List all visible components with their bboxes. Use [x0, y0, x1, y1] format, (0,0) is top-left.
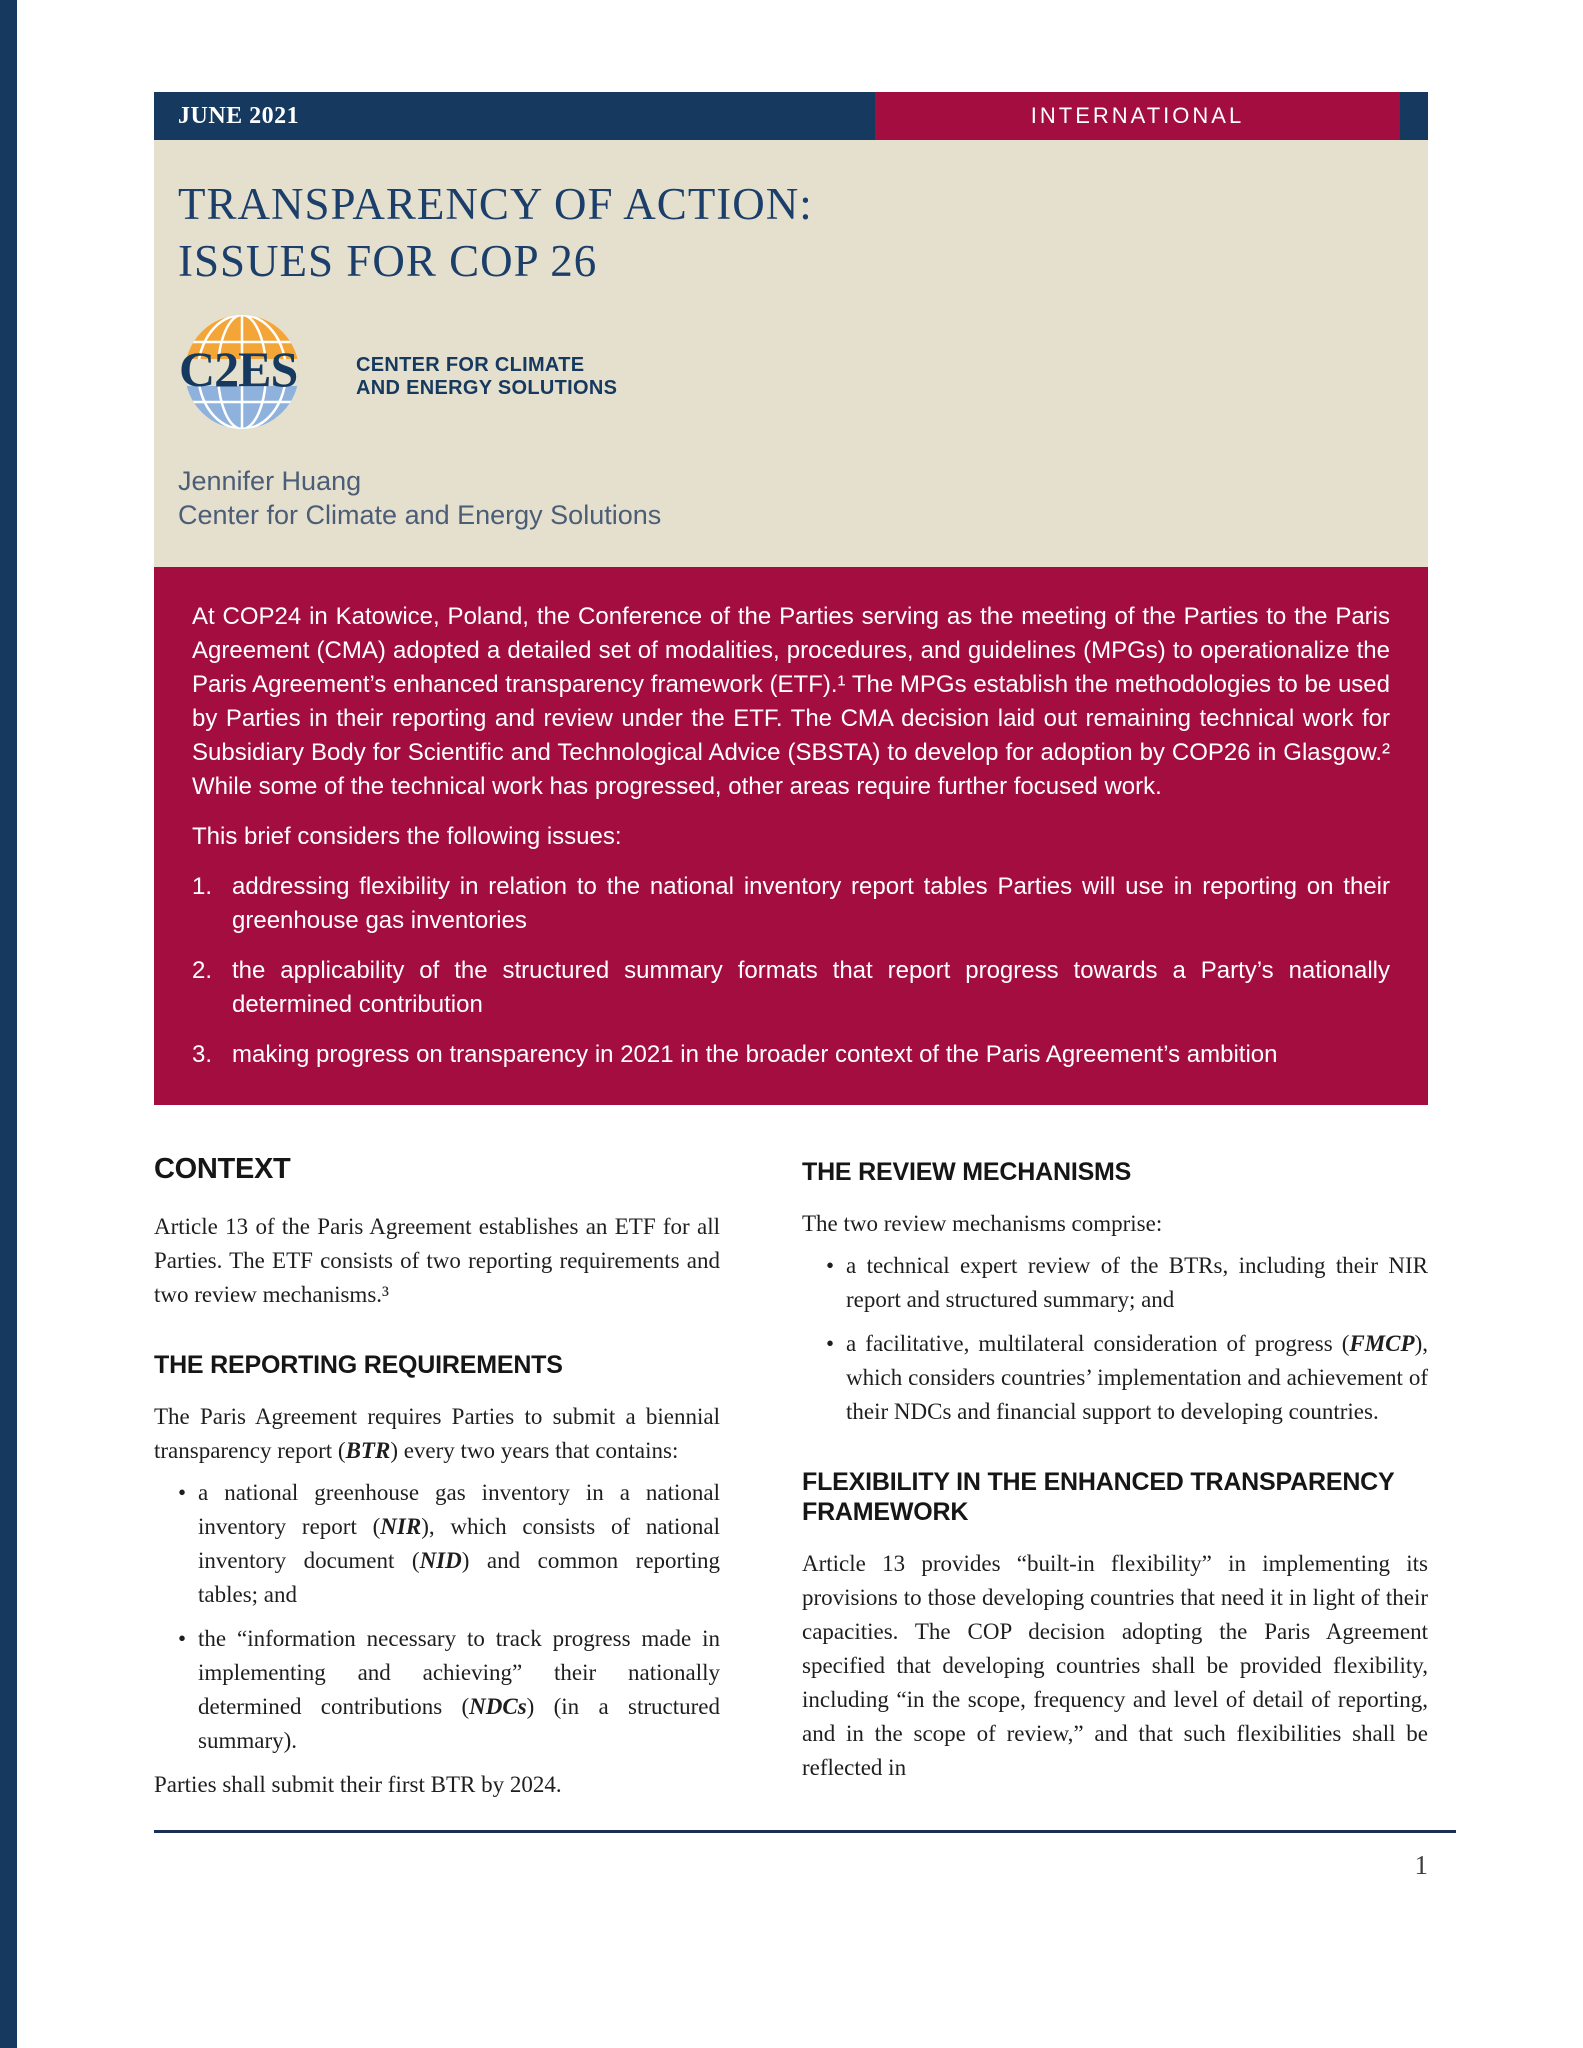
issue-date: JUNE 2021 — [154, 92, 875, 140]
issues-list-item — [192, 870, 1390, 938]
review-mechanisms-heading: THE REVIEW MECHANISMS — [802, 1158, 1132, 1186]
item-number: 2. — [192, 957, 213, 984]
abstract-lead-in: This brief considers the following issues: — [192, 823, 622, 850]
term-nid: NID — [419, 1548, 462, 1573]
text-run: a facilitative, multilateral consideration of progress ( — [846, 1331, 1350, 1356]
text-run: ) (in a structured summary). — [198, 1694, 720, 1753]
org-name-line1: CENTER FOR CLIMATE — [356, 354, 585, 376]
bullet-item — [154, 1476, 720, 1612]
item-text: making progress on transparency in 2021 in the broader context of the Paris Agreement’s ambition — [232, 1041, 1278, 1068]
page-title-line2: ISSUES FOR COP 26 — [178, 236, 598, 286]
reporting-bullet-list — [154, 1476, 720, 1758]
abstract-paragraph: At COP24 in Katowice, Poland, the Conference of the Parties serving as the meeting of the Parties to the Paris Agreement (CMA) adopted a detailed set of modalities, procedures, and guidelines (MPGs) to operationalize the Paris Agreement’s enhanced transparency framework (ETF).¹ The MPGs establish the methodologies to be used by Parties in their reporting and review under the ETF. The CMA decision laid out remaining technical work for Subsidiary Body for Scientific and Technological Advice (SBSTA) to develop for adoption by COP26 in Glasgow.² While some of the technical work has progressed, other areas require further focused work. — [192, 603, 1390, 800]
body-columns — [154, 1152, 1428, 1802]
issues-list-item — [192, 954, 1390, 1022]
term-fmcp: FMCP — [1349, 1331, 1415, 1356]
top-banner — [154, 92, 1428, 140]
text-run: The Paris Agreement requires Parties to submit a biennial transparency report ( — [154, 1404, 720, 1463]
author-block — [178, 464, 1398, 532]
review-bullet-list — [802, 1249, 1428, 1429]
right-column — [802, 1152, 1428, 1802]
reporting-intro — [154, 1400, 720, 1468]
flexibility-paragraph: Article 13 provides “built-in flexibility” in implementing its provisions to those developing countries that need it in light of their capacities. The COP decision adopting the Paris Agreement specified that developing countries shall be provided flexibility, including “in the scope, frequency and level of detail of reporting, and in the scope of review,” and that such flexibilities shall be reflected in — [802, 1551, 1428, 1780]
item-text: addressing flexibility in relation to the national inventory report tables Parties will use in reporting on their greenhouse gas inventories — [232, 873, 1390, 934]
context-paragraph: Article 13 of the Paris Agreement establishes an ETF for all Parties. The ETF consists of two reporting requirements and two review mechanisms.³ — [154, 1214, 720, 1307]
author-organization: Center for Climate and Energy Solutions — [178, 500, 662, 530]
author-name: Jennifer Huang — [178, 466, 362, 496]
page-title-line1: TRANSPARENCY OF ACTION: — [178, 179, 813, 229]
flexibility-heading — [802, 1467, 1428, 1527]
context-heading: CONTEXT — [154, 1153, 291, 1185]
text-run: the “information necessary to track progress made in implementing and achieving” their nationally determined contributions ( — [198, 1626, 720, 1719]
issues-list — [192, 870, 1390, 1072]
issues-list-item — [192, 1038, 1390, 1072]
globe-logo — [179, 312, 302, 432]
reporting-closing: Parties shall submit their first BTR by 2024. — [154, 1772, 562, 1797]
term-nir: NIR — [380, 1514, 422, 1539]
masthead — [154, 140, 1428, 567]
item-number: 1. — [192, 873, 213, 900]
c2es-logo — [178, 312, 1398, 432]
flexibility-heading-line2: FRAMEWORK — [802, 1498, 969, 1526]
footer-rule — [154, 1830, 1456, 1833]
bullet-item: • a technical expert review of the BTRs, including their NIR report and structured summary; and — [802, 1249, 1428, 1317]
c2es-wordmark: C2ES — [179, 341, 298, 397]
bullet-item — [154, 1622, 720, 1758]
org-name — [356, 354, 617, 432]
item-number: 3. — [192, 1041, 213, 1068]
term-ndcs: NDCs — [469, 1694, 527, 1719]
page-title — [178, 176, 1398, 290]
text-run: ), which consists of national inventory document ( — [198, 1514, 720, 1573]
page-number: 1 — [1414, 1850, 1428, 1880]
category-label: INTERNATIONAL — [875, 92, 1400, 140]
item-text: the applicability of the structured summary formats that report progress towards a Party’s nationally determined contribution — [232, 957, 1390, 1018]
text-run: ), which considers countries’ implementation and achievement of their NDCs and financial support to developing countries. — [846, 1331, 1428, 1424]
review-intro: The two review mechanisms comprise: — [802, 1211, 1163, 1236]
flexibility-heading-line1: FLEXIBILITY IN THE ENHANCED TRANSPARENCY — [802, 1468, 1395, 1496]
bullet-item — [802, 1327, 1428, 1429]
left-column — [154, 1152, 720, 1802]
text-run: a national greenhouse gas inventory in a national inventory report ( — [198, 1480, 720, 1539]
text-run: ) and common reporting tables; and — [198, 1548, 720, 1607]
text-run: ) every two years that contains: — [390, 1438, 679, 1463]
term-btr: BTR — [345, 1438, 391, 1463]
org-name-line2: AND ENERGY SOLUTIONS — [356, 377, 618, 399]
abstract-box — [154, 567, 1428, 1105]
left-edge-stripe — [0, 0, 17, 2048]
reporting-requirements-heading: THE REPORTING REQUIREMENTS — [154, 1351, 563, 1379]
banner-endcap — [1400, 92, 1428, 140]
